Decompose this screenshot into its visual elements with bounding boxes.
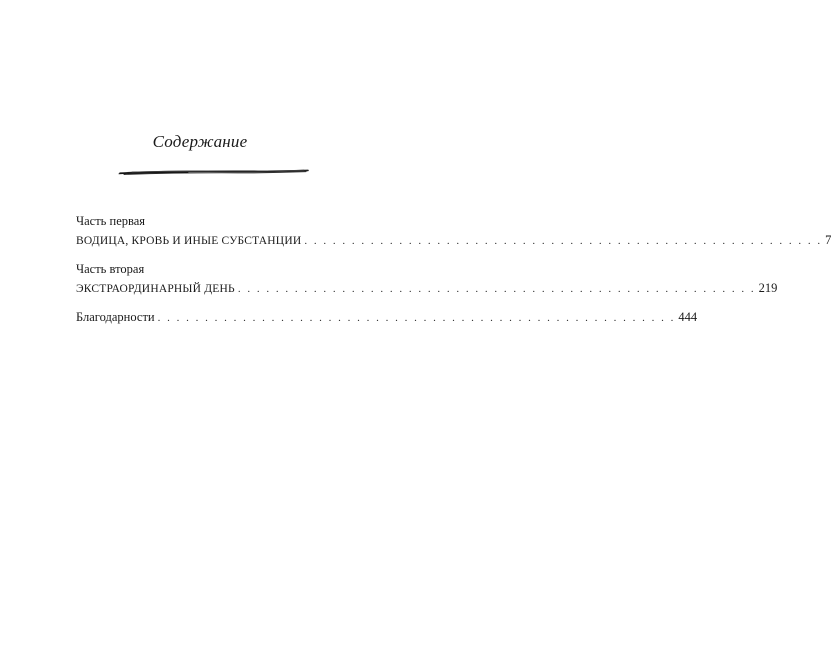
- dot-leader: . . . . . . . . . . . . . . . . . . . . . . . . . . . . . . . . . . . . . . . . . . . . . . . . . . . . . . .: [157, 312, 676, 324]
- entry-title: Благодарности: [76, 310, 155, 324]
- toc-part-2: [76, 260, 778, 298]
- part-label: Часть вторая: [76, 262, 145, 276]
- part-label: Часть первая: [76, 214, 146, 228]
- entry-page-number: 444: [678, 310, 698, 324]
- toc-part-1: [76, 212, 831, 250]
- toc-entry[interactable]: [76, 231, 831, 250]
- toc-entry-acknowledgements[interactable]: [76, 308, 698, 327]
- contents-title: Содержание: [152, 132, 248, 151]
- entry-title: ЭКСТРАОРДИНАРНЫЙ ДЕНЬ: [76, 283, 235, 295]
- toc-entry[interactable]: [76, 279, 778, 298]
- dot-leader: . . . . . . . . . . . . . . . . . . . . . . . . . . . . . . . . . . . . . . . . . . . . . . . . . . . . . . .: [304, 235, 823, 247]
- decorative-brush-rule: [118, 167, 310, 177]
- dot-leader: . . . . . . . . . . . . . . . . . . . . . . . . . . . . . . . . . . . . . . . . . . . . . . . . . . . . . . .: [237, 283, 756, 295]
- entry-title: ВОДИЦА, КРОВЬ И ИНЫЕ СУБСТАНЦИИ: [76, 235, 302, 247]
- entry-page-number: 7: [825, 233, 831, 247]
- entry-page-number: 219: [758, 281, 778, 295]
- table-of-contents: [76, 212, 831, 327]
